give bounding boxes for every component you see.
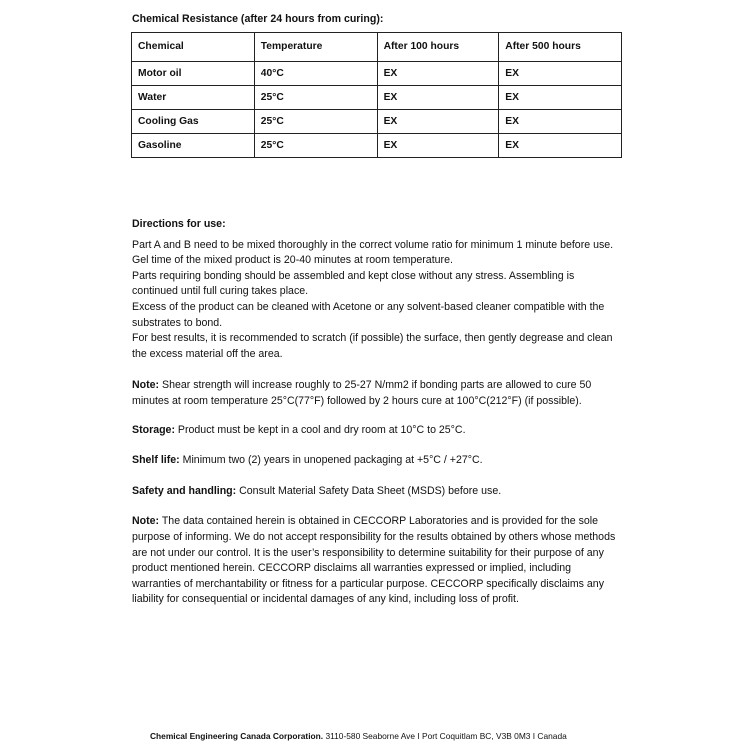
column-header-chemical: Chemical — [132, 33, 255, 62]
note-label: Note: — [132, 379, 160, 392]
cell-temperature: 25°C — [254, 134, 377, 158]
cell-after-500-hours: EX — [499, 86, 622, 110]
safety-section — [132, 484, 622, 500]
cell-after-500-hours: EX — [499, 62, 622, 86]
storage-text: Product must be kept in a cool and dry room at 10°C to 25°C. — [174, 423, 466, 436]
footer-address: 3110-580 Seaborne Ave I Port Coquitlam BC, V3B 0M3 I Canada — [323, 731, 567, 741]
chemical-resistance-title: Chemical Resistance (after 24 hours from curing): — [132, 13, 384, 25]
shelf-life-text: Minimum two (2) years in unopened packaging at +5°C / +27°C. — [179, 454, 483, 467]
directions-heading: Directions for use: — [132, 218, 226, 230]
cell-after-500-hours: EX — [499, 134, 622, 158]
table-row — [132, 62, 622, 86]
shelf-life-label: Shelf life: — [132, 454, 180, 467]
note-text: Shear strength will increase roughly to 25-27 N/mm2 if bonding parts are allowed to cure 50 minutes at room temperature 25°C(77°F) followed by 2 hours cure at 100°C(212°F) (if possible). — [132, 379, 592, 407]
directions-paragraph: Excess of the product can be cleaned with Acetone or any solvent-based cleaner compatible with the substrates to bond. — [132, 300, 605, 329]
table-row — [132, 134, 622, 158]
disclaimer-note — [132, 514, 622, 608]
table-row — [132, 110, 622, 134]
cell-temperature: 25°C — [254, 110, 377, 134]
directions-paragraph: Part A and B need to be mixed thoroughly in the correct volume ratio for minimum 1 minute before use. Gel time of the mixed product is 20-40 minutes at room temperature. — [132, 238, 614, 267]
document-body — [132, 217, 622, 608]
cell-after-100-hours: EX — [377, 86, 499, 110]
column-header-after-100-hours: After 100 hours — [377, 33, 499, 62]
cell-temperature: 25°C — [254, 86, 377, 110]
column-header-after-500-hours: After 500 hours — [499, 33, 622, 62]
cell-after-500-hours: EX — [499, 110, 622, 134]
footer-company: Chemical Engineering Canada Corporation. — [150, 731, 324, 741]
cell-after-100-hours: EX — [377, 62, 499, 86]
storage-section — [132, 423, 622, 439]
table-row — [132, 86, 622, 110]
cell-chemical: Cooling Gas — [132, 110, 255, 134]
safety-label: Safety and handling: — [132, 484, 237, 497]
cell-after-100-hours: EX — [377, 110, 499, 134]
cell-after-100-hours: EX — [377, 134, 499, 158]
table-header-row — [132, 33, 622, 62]
cell-temperature: 40°C — [254, 62, 377, 86]
disclaimer-label: Note: — [132, 515, 160, 528]
footer — [150, 730, 750, 742]
cell-chemical: Gasoline — [132, 134, 255, 158]
storage-label: Storage: — [132, 423, 175, 436]
cell-chemical: Water — [132, 86, 255, 110]
column-header-temperature: Temperature — [254, 33, 377, 62]
cell-chemical: Motor oil — [132, 62, 255, 86]
chemical-resistance-table — [131, 32, 622, 158]
directions-paragraph: For best results, it is recommended to scratch (if possible) the surface, then gently degrease and clean the excess material off the area. — [132, 332, 613, 360]
safety-text: Consult Material Safety Data Sheet (MSDS) before use. — [236, 484, 502, 497]
disclaimer-text: The data contained herein is obtained in CECCORP Laboratories and is provided for the sole purpose of informing. We do not accept responsibility for the results obtained by others whose methods are not under our control. It is the user’s responsibility to determine suitability for their purpose of any product mentioned herein. CECCORP disclaims all warranties expressed or implied, including warranties of merchantability or fitness for a particular purpose. CECCORP specifically disclaims any liability for consequential or incidental damages of any kind, including loss of profit. — [132, 515, 616, 606]
directions-paragraph: Parts requiring bonding should be assembled and kept close without any stress. Assembling is continued until full curing takes place. — [132, 269, 575, 298]
shelf-life-section — [132, 453, 622, 469]
note-shear-strength — [132, 378, 622, 409]
